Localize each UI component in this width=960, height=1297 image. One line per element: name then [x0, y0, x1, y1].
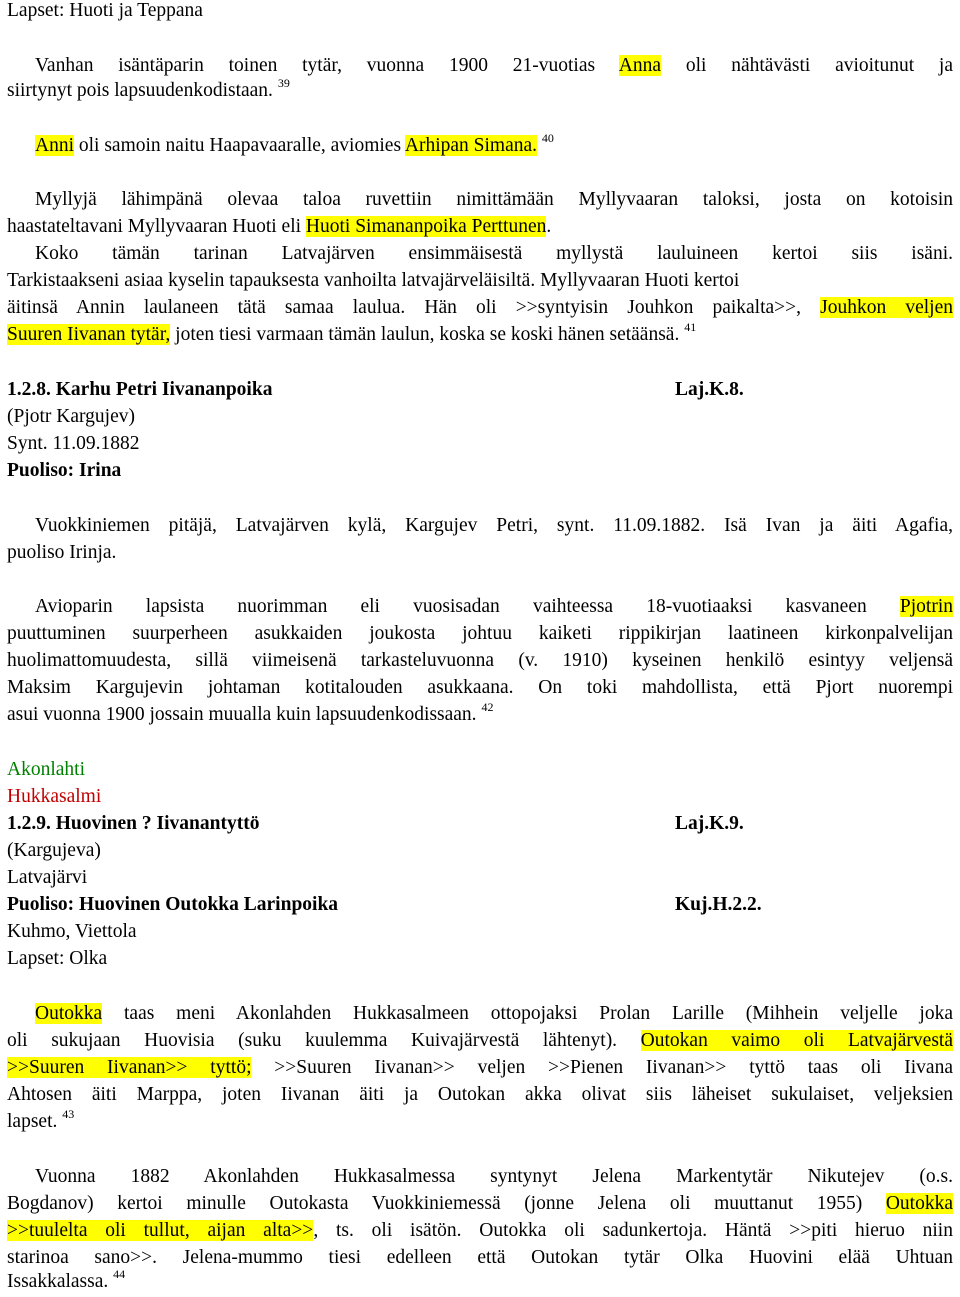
- footnote-ref: 42: [481, 700, 494, 714]
- paragraph-line: [35, 52, 953, 79]
- place-label: [7, 783, 101, 810]
- highlighted-name: Outokka: [885, 1193, 953, 1214]
- paragraph-line: [7, 267, 739, 294]
- highlighted-name: Anni: [35, 135, 74, 156]
- footnote-ref: 44: [113, 1267, 126, 1281]
- paragraph-line: [35, 593, 953, 620]
- children-text: Lapset: Olka: [7, 948, 108, 969]
- paragraph-line: [7, 1190, 953, 1217]
- reference-code: [675, 376, 744, 403]
- village-text: Latvajärvi: [7, 867, 88, 888]
- text-span: joten tiesi varmaan tämän laulun, koska se koski hänen setäänsä.: [175, 324, 680, 345]
- paragraph-line: [7, 1108, 74, 1137]
- alt-name: [7, 403, 135, 430]
- place-text: Akonlahti: [7, 759, 85, 780]
- spouse-line: [7, 457, 121, 484]
- text-span: starinoa sano>>. Jelena-mummo tiesi edelleen että Outokan tytär Olka Huovini elää Uhtuan: [7, 1247, 953, 1268]
- text-span: >>Suuren Iivanan>> veljen >>Pienen Iivanan>> tyttö taas oli Iivana: [274, 1057, 953, 1078]
- text-span: Tarkistaakseni asiaa kyselin tapauksesta vanhoilta latvajärveläisiltä. Myllyvaaran Huoti kertoi: [7, 270, 740, 291]
- paragraph-line: [7, 1054, 953, 1081]
- text-span: Vuonna 1882 Akonlahden Hukkasalmessa syntynyt Jelena Markentytär Nikutejev (o.s.: [35, 1166, 953, 1187]
- highlighted-name: Outokka: [35, 1003, 103, 1024]
- alt-name-text: (Kargujeva): [7, 840, 101, 861]
- text-span: Ahtosen äiti Marppa, joten Iivanan äiti ja Outokan akka olivat siis läheiset sukulaiset, veljeksien: [7, 1084, 953, 1105]
- place-text: Hukkasalmi: [7, 786, 102, 807]
- highlighted-name: Huoti Simananpoika Perttunen: [305, 216, 547, 237]
- place-label: [7, 756, 85, 783]
- text-span: äitinsä Annin laulaneen tätä samaa laulua. Hän oli >>syntyisin Jouhkon paikalta>>,: [7, 297, 802, 318]
- highlighted-name: Suuren Iivanan tytär,: [7, 324, 171, 345]
- footnote-ref: 41: [684, 320, 697, 334]
- text-span: .: [546, 216, 552, 237]
- person-heading: [7, 376, 272, 403]
- spouse-place-text: Kuhmo, Viettola: [7, 921, 137, 942]
- highlighted-text: Outokan vaimo oli Latvajärvestä: [640, 1030, 953, 1051]
- text-span: Issakkalassa.: [7, 1271, 109, 1292]
- spouse-line: [7, 891, 338, 918]
- footnote-ref: 43: [62, 1107, 75, 1121]
- spouse-place: [7, 918, 137, 945]
- paragraph-line: [35, 132, 554, 161]
- reference-text: Laj.K.8.: [675, 379, 744, 400]
- spouse-text: Puoliso: Irina: [7, 460, 122, 481]
- text-span: asui vuonna 1900 jossain muualla kuin lapsuudenkodissaan.: [7, 704, 477, 725]
- heading-text: 1.2.9. Huovinen ? Iivanantyttö: [7, 813, 260, 834]
- paragraph-line: [7, 321, 696, 350]
- paragraph-line: [35, 1000, 953, 1027]
- paragraph-line: [35, 1163, 953, 1190]
- village-line: [7, 864, 87, 891]
- reference-text: Laj.K.9.: [675, 813, 744, 834]
- paragraph-line: [7, 1244, 953, 1271]
- text-span: Koko tämän tarinan Latvajärven ensimmäisestä myllystä lauluineen kertoi siis isäni.: [35, 243, 953, 264]
- reference-text: Kuj.H.2.2.: [675, 894, 762, 915]
- footnote-ref: 39: [277, 76, 290, 90]
- alt-name-text: (Pjotr Kargujev): [7, 406, 135, 427]
- paragraph-line: [7, 213, 551, 240]
- children-line: [7, 0, 203, 24]
- paragraph-line: [7, 674, 953, 701]
- paragraph-line: [7, 620, 953, 647]
- birth-text: Synt. 11.09.1882: [7, 433, 140, 454]
- paragraph-line: [35, 512, 953, 539]
- reference-code: [675, 810, 744, 837]
- text-span: puoliso Irinja.: [7, 542, 117, 563]
- paragraph-line: [35, 240, 953, 267]
- text-span: Maksim Kargujevin johtaman kotitalouden asukkaana. On toki mahdollista, että Pjort nuorempi: [7, 677, 953, 698]
- text-span: Avioparin lapsista nuorimman eli vuosisadan vaihteessa 18-vuotiaaksi kasvaneen: [35, 596, 867, 617]
- spouse-text: Puoliso: Huovinen Outokka Larinpoika: [7, 894, 339, 915]
- text-span: , ts. oli isätön. Outokka oli sadunkertoja. Häntä >>piti hieruo niin: [313, 1220, 953, 1241]
- text-span: lapset.: [7, 1111, 58, 1132]
- text-span: huolimattomuudesta, sillä viimeisenä tarkasteluvuonna (v. 1910) kyseinen henkilö esintyy veljensä: [7, 650, 953, 671]
- text-span: oli sukujaan Huovisia (suku kuulemma Kuivajärvestä lähtenyt).: [7, 1030, 618, 1051]
- paragraph-line: [7, 1268, 125, 1297]
- text-span: Bogdanov) kertoi minulle Outokasta Vuokkiniemessä (jonne Jelena oli muuttanut 1955): [7, 1193, 863, 1214]
- paragraph-line: [35, 186, 953, 213]
- birth-date: [7, 430, 140, 457]
- text-span: siirtynyt pois lapsuudenkodistaan.: [7, 80, 273, 101]
- highlighted-name: Anna: [618, 55, 662, 76]
- reference-code: [675, 891, 762, 918]
- text-span: puuttuminen suurperheen asukkaiden joukosta johtuu kaiketi rippikirjan laatineen kirkonpalvelijan: [7, 623, 953, 644]
- text-span: Vuokkiniemen pitäjä, Latvajärven kylä, Kargujev Petri, synt. 11.09.1882. Isä Ivan ja äiti Agafia,: [35, 515, 953, 536]
- highlighted-text: >>tuulelta oli tullut, aijan alta>>: [7, 1220, 314, 1241]
- paragraph-line: [7, 1217, 953, 1244]
- text-span: Vanhan isäntäparin toinen tytär, vuonna 1900 21-vuotias: [35, 55, 596, 76]
- text-span: haastateltavani Myllyvaaran Huoti eli: [7, 216, 302, 237]
- children-line: [7, 945, 107, 972]
- paragraph-line: [7, 77, 290, 106]
- text-span: oli samoin naitu Haapavaaralle, aviomies: [78, 135, 402, 156]
- highlighted-name: Pjotrin: [899, 596, 953, 617]
- paragraph-line: [7, 1027, 953, 1054]
- text-span: taas meni Akonlahden Hukkasalmeen ottopojaksi Prolan Larille (Mihhein veljelle joka: [124, 1003, 954, 1024]
- highlighted-name: Jouhkon veljen: [820, 297, 954, 318]
- text-span: Myllyjä lähimpänä olevaa taloa ruvettiin nimittämään Myllyvaaran taloksi, josta on kotoisin: [35, 189, 953, 210]
- paragraph-line: [7, 294, 953, 321]
- paragraph-line: [7, 647, 953, 674]
- person-heading: [7, 810, 259, 837]
- paragraph-line: [7, 539, 116, 566]
- highlighted-text: >>Suuren Iivanan>> tyttö;: [7, 1057, 252, 1078]
- heading-text: 1.2.8. Karhu Petri Iivananpoika: [7, 379, 273, 400]
- text-span: oli nähtävästi avioitunut ja: [685, 55, 954, 76]
- children-text: Lapset: Huoti ja Teppana: [7, 0, 203, 21]
- alt-name: [7, 837, 101, 864]
- paragraph-line: [7, 701, 493, 730]
- paragraph-line: [7, 1081, 953, 1108]
- footnote-ref: 40: [541, 131, 554, 145]
- highlighted-name: Arhipan Simana.: [404, 135, 538, 156]
